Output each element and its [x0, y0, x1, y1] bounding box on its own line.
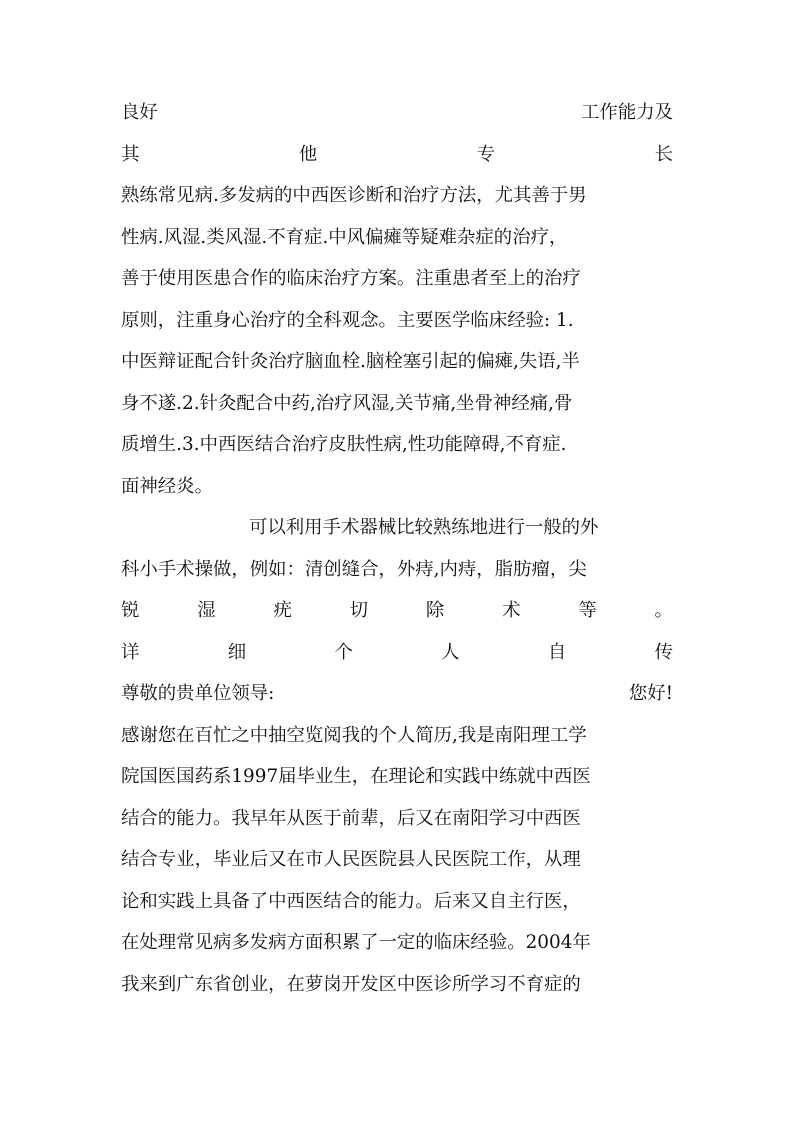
text-char: 。	[654, 600, 673, 621]
text-char: 除	[425, 600, 445, 621]
text-line-11: 可以利用手术器械比较熟练地进行一般的外	[249, 517, 599, 538]
heading-char: 人	[441, 641, 460, 663]
text-line-1	[121, 92, 673, 134]
text-line-6: 原则，注重身心治疗的全科观念。主要医学临床经验: 1.	[121, 309, 574, 331]
text-line-10: 面神经炎。	[121, 475, 213, 497]
heading-char: 其	[121, 143, 140, 165]
text-good: 良好	[121, 102, 158, 123]
text-line-20: 论和实践上具备了中西医结合的能力。后来又自主行医，	[121, 890, 581, 912]
text-char: 等	[578, 600, 597, 621]
text-line-16: 感谢您在百忙之中抽空览阅我的个人简历,我是南阳理工学	[121, 724, 587, 746]
text-line-7: 中医辩证配合针灸治疗脑血栓.脑栓塞引起的偏瘫,失语,半	[121, 351, 580, 372]
text-line-18: 结合的能力。我早年从医于前辈，后又在南阳学习中西医	[121, 807, 581, 829]
text-line-15-salutation	[121, 673, 673, 715]
heading-char: 细	[227, 641, 247, 663]
document-page	[121, 92, 673, 1005]
text-char: 术	[502, 600, 521, 621]
heading-char: 自	[547, 641, 567, 663]
text-work-ability-heading: 工作能力及	[581, 102, 673, 123]
text-line-9: 质增生.3.中西医结合治疗皮肤性病,性功能障碍,不育症.	[121, 434, 567, 455]
heading-char: 专	[476, 143, 496, 165]
text-line-12: 科小手术操做，例如：清创缝合，外痔,内痔，脂肪瘤，尖	[121, 558, 587, 580]
text-line-17: 院国医国药系1997届毕业生，在理论和实践中练就中西医	[121, 766, 591, 787]
heading-char: 个	[334, 641, 353, 663]
text-line-19: 结合专业，毕业后又在市人民医院县人民医院工作，从理	[121, 849, 581, 870]
text-line-13	[121, 590, 673, 632]
text-line-3: 熟练常见病.多发病的中西医诊断和治疗方法，尤其善于男	[121, 185, 587, 206]
heading-char: 他	[298, 143, 318, 165]
text-char: 湿	[197, 600, 216, 621]
text-char: 切	[349, 600, 369, 621]
text-line-21: 在处理常见病多发病方面积累了一定的临床经验。2004年	[121, 932, 591, 953]
text-line-4: 性病.风湿.类风湿.不育症.中风偏瘫等疑难杂症的治疗，	[121, 226, 568, 248]
text-line-2-other-skills-heading	[121, 134, 673, 176]
text-line-22: 我来到广东省创业，在萝岗开发区中医诊所学习不育症的	[121, 973, 581, 995]
heading-char: 长	[654, 143, 673, 165]
text-line-5: 善于使用医患合作的临床治疗方案。注重患者至上的治疗	[121, 268, 581, 289]
heading-char: 详	[121, 641, 140, 663]
text-char: 疣	[273, 600, 292, 621]
text-line-14-autobiography-heading	[121, 632, 673, 674]
greeting: 您好!	[628, 683, 673, 704]
text-line-8: 身不遂.2.针灸配合中药,治疗风湿,关节痛,坐骨神经痛,骨	[121, 392, 573, 414]
text-char: 锐	[121, 600, 140, 621]
heading-char: 传	[654, 641, 673, 663]
salutation: 尊敬的贵单位领导:	[121, 683, 275, 704]
